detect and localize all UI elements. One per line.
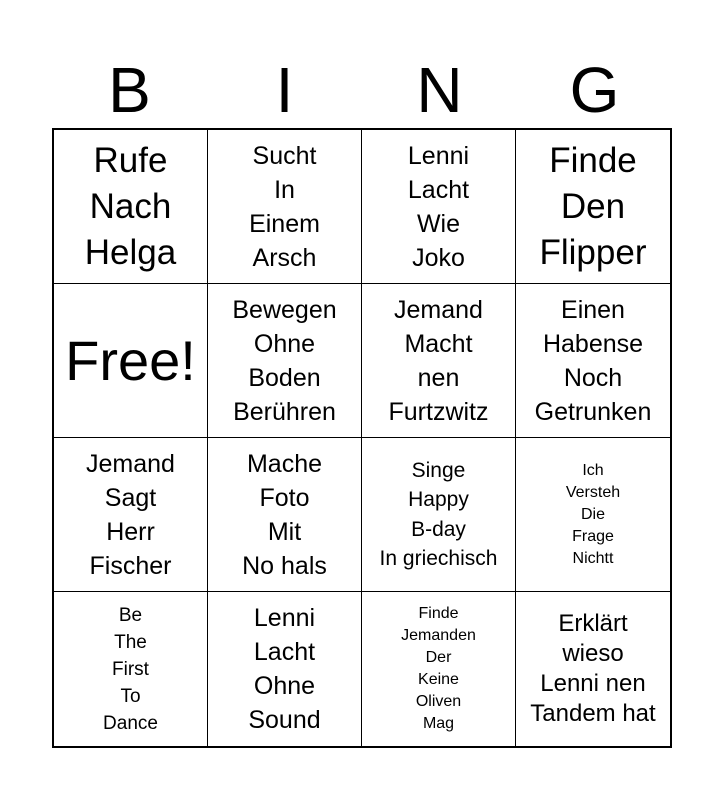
bingo-cell[interactable]	[208, 592, 362, 746]
bingo-cell-free[interactable]	[54, 284, 208, 438]
bingo-header	[52, 52, 672, 128]
bingo-cell[interactable]	[516, 284, 670, 438]
bingo-cell-text: Free!	[65, 328, 196, 392]
bingo-cell-text: Be The First To Dance	[103, 604, 158, 734]
bingo-cell[interactable]	[208, 438, 362, 592]
bingo-cell[interactable]	[54, 592, 208, 746]
header-letter-g: G	[569, 54, 620, 126]
bingo-cell[interactable]	[516, 438, 670, 592]
bingo-cell[interactable]	[362, 284, 516, 438]
bingo-cell[interactable]	[362, 130, 516, 284]
bingo-cell[interactable]	[362, 592, 516, 746]
header-letter-i: I	[275, 54, 294, 126]
bingo-cell-text: Mache Foto Mit No hals	[242, 449, 327, 580]
bingo-cell[interactable]	[54, 130, 208, 284]
header-letter-n: N	[416, 54, 463, 126]
bingo-cell-text: Finde Jemanden Der Keine Oliven Mag	[401, 605, 476, 732]
bingo-cell-text: Jemand Macht nen Furtzwitz	[388, 295, 489, 426]
bingo-cell-text: Lenni Lacht Wie Joko	[407, 141, 470, 272]
bingo-cell[interactable]	[208, 130, 362, 284]
bingo-cell[interactable]	[516, 592, 670, 746]
bingo-cell-text: Jemand Sagt Herr Fischer	[86, 449, 175, 580]
header-letter-b: B	[108, 54, 151, 126]
bingo-cell-text: Ich Versteh Die Frage Nichtt	[565, 461, 621, 567]
bingo-cell-text: Sucht In Einem Arsch	[249, 141, 320, 272]
bingo-cell[interactable]	[208, 284, 362, 438]
bingo-cell-text: Lenni Lacht Ohne Sound	[248, 604, 321, 734]
bingo-cell-text: Singe Happy B-day In griechisch	[379, 458, 498, 570]
bingo-cell-text: Rufe Nach Helga	[84, 140, 177, 272]
bingo-cell-text: Bewegen Ohne Boden Berühren	[232, 295, 337, 426]
bingo-cell[interactable]	[362, 438, 516, 592]
bingo-cell-text: Finde Den Flipper	[539, 140, 647, 272]
bingo-cell-text: Einen Habense Noch Getrunken	[534, 295, 652, 426]
bingo-cell[interactable]	[54, 438, 208, 592]
bingo-cell-text: Erklärt wieso Lenni nen Tandem hat	[530, 610, 656, 727]
bingo-card-grid	[52, 128, 672, 748]
bingo-cell[interactable]	[516, 130, 670, 284]
